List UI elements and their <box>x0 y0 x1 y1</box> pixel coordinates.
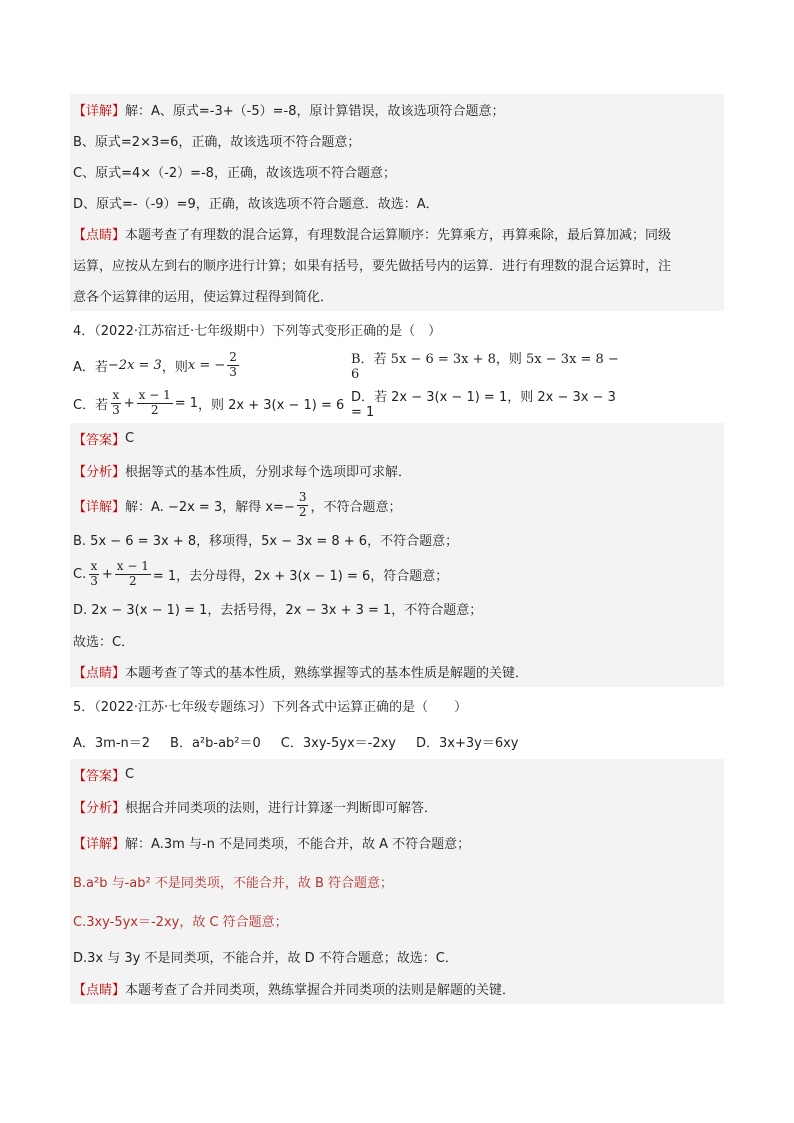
comment-tag: 【点睛】 <box>73 983 126 998</box>
option-d: D．3x+3y＝6xy <box>416 735 519 751</box>
q4-comment <box>70 656 724 687</box>
denominator: 3 <box>90 573 98 588</box>
option-a <box>73 351 351 378</box>
fraction <box>88 560 100 587</box>
q5-detail <box>70 823 724 861</box>
numerator: 3 <box>298 490 307 505</box>
line-text: B、原式=2×3=6，正确，故该选项不符合题意； <box>73 135 361 150</box>
q3-line-d <box>70 187 724 218</box>
detail-text: 解：A.3m 与-n 不是同类项，不能合并，故 A 不符合题意； <box>125 836 471 852</box>
comment-text: 本题考查了有理数的混合运算，有理数混合运算顺序：先算乘方，再算乘除，最后算加减；同级 <box>125 228 672 243</box>
line-text: D.3x 与 3y 不是同类项，不能合并，故 D 不符合题意；故选：C． <box>73 950 458 966</box>
analysis-text: 根据合并同类项的法则，进行计算逐一判断即可解答． <box>125 801 438 816</box>
option-math: x = − <box>187 357 226 373</box>
option-c <box>73 389 351 416</box>
equals-text: = 1 <box>174 395 199 411</box>
q5-line-b <box>70 861 724 901</box>
detail-tag: 【详解】 <box>73 499 126 515</box>
denominator: 2 <box>128 573 137 588</box>
line-text: C、原式=4×（-2）=-8，正确，故该选项不符合题意； <box>73 166 396 181</box>
option-b: B．a²b-ab²＝0 <box>170 735 261 751</box>
q4-line-c <box>70 556 724 592</box>
numerator: x <box>90 559 98 574</box>
answer-text: C <box>125 431 135 446</box>
q3-comment-1 <box>70 218 724 249</box>
numerator: 2 <box>229 350 237 365</box>
analysis-text: 根据等式的基本性质，分别求每个选项即可求解． <box>125 465 412 480</box>
q3-detail <box>70 94 724 125</box>
q4-choose <box>70 625 724 656</box>
line-text: = 1，去分母得，2x + 3(x − 1) = 6，符合题意； <box>152 568 449 584</box>
comment-text: 本题考查了合并同类项，熟练掌握合并同类项的法则是解题的关键． <box>125 983 516 998</box>
q4-options-ab <box>70 347 724 383</box>
option-text: ，则 <box>161 359 188 375</box>
fraction <box>297 491 309 518</box>
option-d <box>351 386 629 420</box>
line-text: D. 2x − 3(x − 1) = 1，去括号得，2x − 3x + 3 = 1，不符合题意； <box>73 603 483 618</box>
q4-detail <box>70 487 724 523</box>
option-a: A．3m-n＝2 <box>73 735 151 751</box>
option-text: ，则 2x + 3(x − 1) = 6 <box>198 397 345 413</box>
q4-stem <box>70 311 724 347</box>
q4-options-cd <box>70 383 724 423</box>
option-prefix: C．若 <box>73 397 109 413</box>
line-text: C.3xy-5yx＝-2xy，故 C 符合题意； <box>73 914 288 930</box>
numerator: x − 1 <box>138 388 171 403</box>
document-body <box>70 94 724 1004</box>
q5-comment <box>70 973 724 1004</box>
q5-options <box>70 723 724 759</box>
option-math: −2x = 3 <box>107 357 162 373</box>
denominator: 3 <box>112 402 120 417</box>
line-text: D、原式=-（-9）=9，正确，故该选项不符合题意．故选：A． <box>73 197 439 212</box>
comment-tag: 【点睛】 <box>73 228 126 243</box>
denominator: 2 <box>298 504 307 519</box>
fraction <box>115 560 151 587</box>
comment-text: 运算，应按从左到右的顺序进行计算；如果有括号，要先做括号内的运算．进行有理数的混合运算时，注 <box>73 259 672 274</box>
analysis-tag: 【分析】 <box>73 801 126 816</box>
plus-sign: + <box>101 566 113 582</box>
detail-text: 解：A、原式=-3+（-5）=-8，原计算错误，故该选项符合题意； <box>125 104 505 119</box>
answer-tag: 【答案】 <box>73 433 126 448</box>
option-prefix: A．若 <box>73 359 108 375</box>
q3-comment-2 <box>70 249 724 280</box>
q5-answer <box>70 759 724 790</box>
plus-sign: + <box>123 395 135 411</box>
q4-line-d <box>70 592 724 625</box>
answer-tag: 【答案】 <box>73 769 126 784</box>
q3-comment-3 <box>70 280 724 311</box>
option-text: B．若 5x − 6 = 3x + 8，则 5x − 3x = 8 − 6 <box>351 352 619 382</box>
option-b <box>351 348 629 382</box>
detail-text: ，不符合题意； <box>310 499 402 515</box>
denominator: 3 <box>229 364 237 379</box>
q5-analysis <box>70 790 724 823</box>
comment-text: 意各个运算律的运用，使运算过程得到简化． <box>73 290 334 305</box>
q3-line-b <box>70 125 724 156</box>
fraction <box>137 389 173 416</box>
detail-tag: 【详解】 <box>73 836 126 852</box>
detail-text: 解：A. −2x = 3，解得 x=− <box>125 499 295 515</box>
question-stem: 5．（2022·江苏·七年级专题练习）下列各式中运算正确的是（ ） <box>73 699 468 715</box>
fraction <box>227 351 239 378</box>
comment-tag: 【点睛】 <box>73 666 126 681</box>
choose-text: 故选：C． <box>73 635 135 650</box>
q5-line-c <box>70 901 724 939</box>
q5-line-d <box>70 939 724 973</box>
option-text: D．若 2x − 3(x − 1) = 1，则 2x − 3x − 3 = 1 <box>351 390 616 420</box>
question-stem: 4．（2022·江苏宿迁·七年级期中）下列等式变形正确的是（ ） <box>73 323 442 339</box>
option-c: C．3xy-5yx＝-2xy <box>280 735 396 751</box>
fraction <box>110 389 122 416</box>
line-prefix: C. <box>73 566 87 582</box>
q4-line-b <box>70 523 724 556</box>
analysis-tag: 【分析】 <box>73 465 126 480</box>
line-text: B.a²b 与-ab² 不是同类项，不能合并，故 B 符合题意； <box>73 875 394 891</box>
comment-text: 本题考查了等式的基本性质，熟练掌握等式的基本性质是解题的关键． <box>125 666 529 681</box>
line-text: B. 5x − 6 = 3x + 8，移项得，5x − 3x = 8 + 6，不符合题意； <box>73 534 459 549</box>
detail-tag: 【详解】 <box>73 104 126 119</box>
numerator: x <box>112 388 120 403</box>
answer-text: C <box>125 767 135 782</box>
numerator: x − 1 <box>116 559 149 574</box>
q5-stem <box>70 687 724 723</box>
q4-analysis <box>70 454 724 487</box>
q3-line-c <box>70 156 724 187</box>
denominator: 2 <box>150 402 159 417</box>
q4-answer <box>70 423 724 454</box>
